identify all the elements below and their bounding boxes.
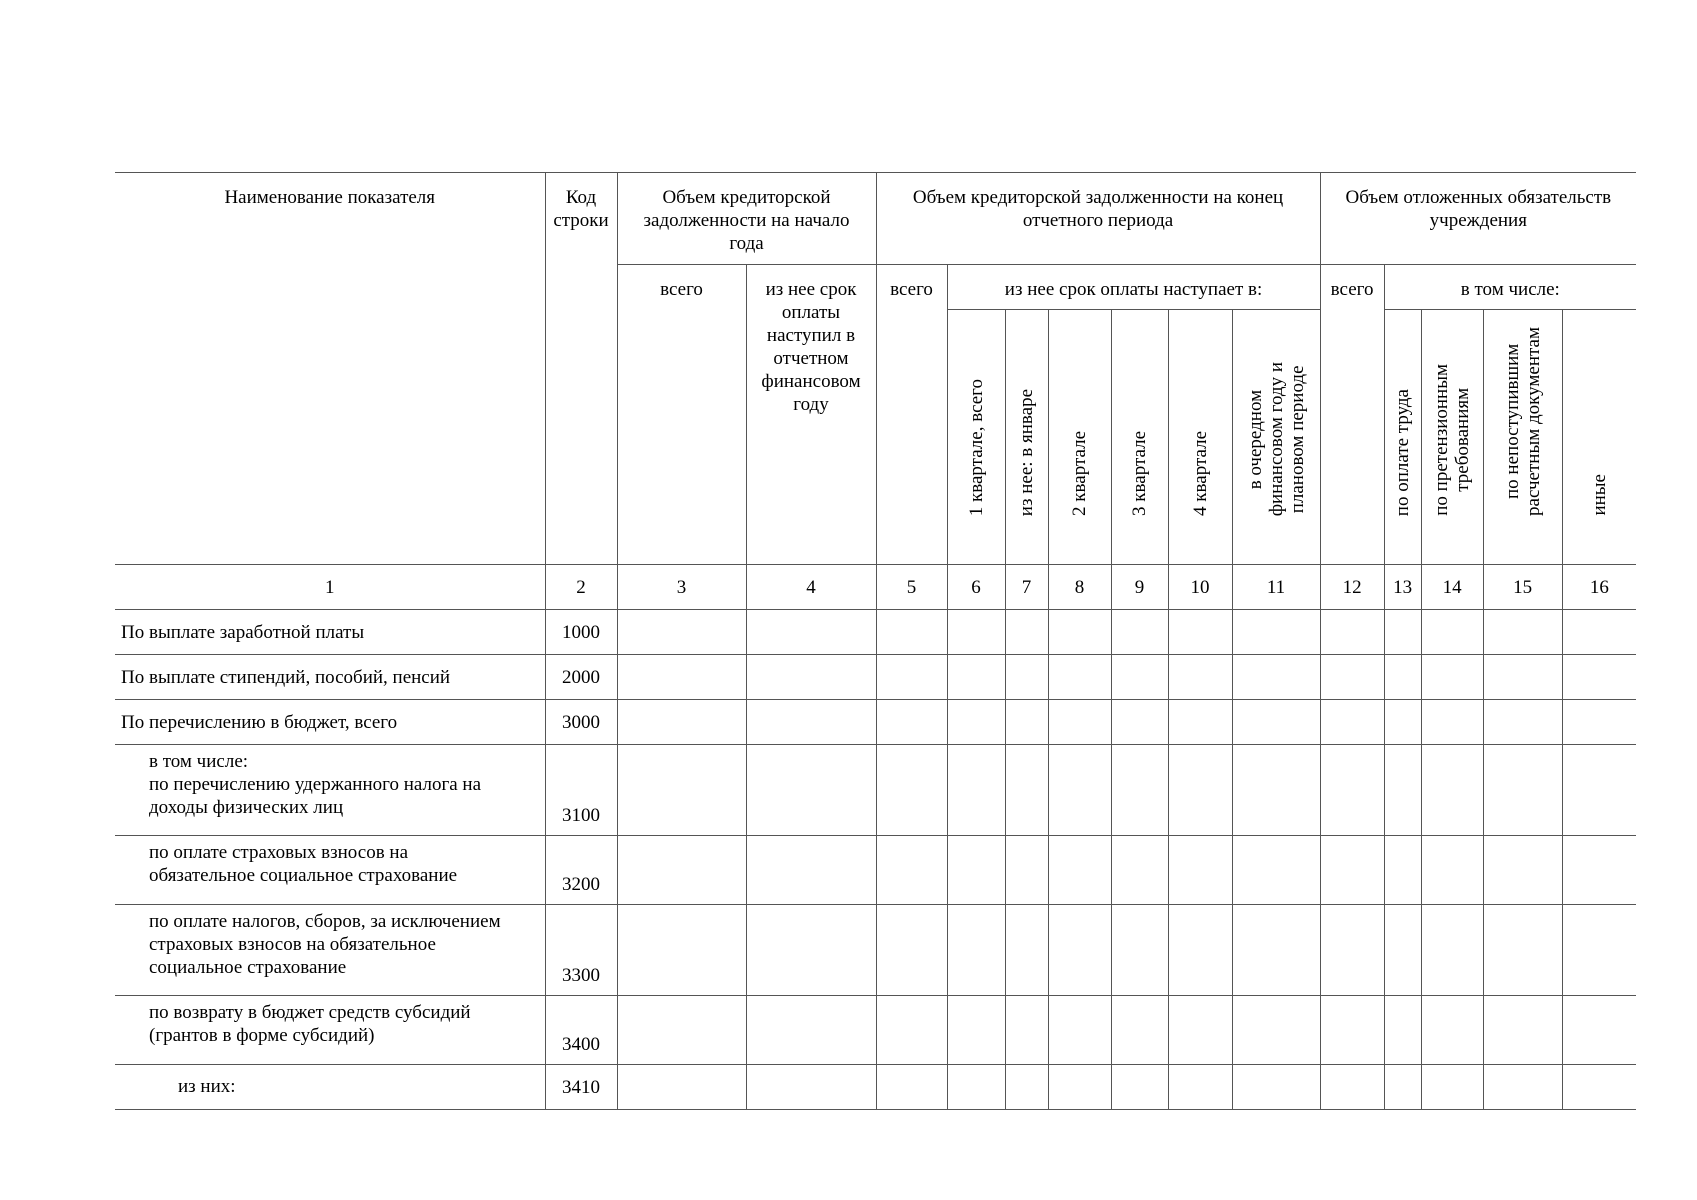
header-end-volume: Объем кредиторской задолженности на конец отчетного периода	[876, 173, 1320, 265]
value-cell[interactable]	[947, 836, 1005, 905]
value-cell[interactable]	[1421, 745, 1483, 836]
value-cell[interactable]	[947, 655, 1005, 700]
column-number: 13	[1384, 565, 1421, 610]
column-number: 3	[617, 565, 746, 610]
value-cell[interactable]	[1168, 1065, 1232, 1110]
header-docs: по непоступившим расчетным документам	[1483, 310, 1562, 565]
table-row	[115, 905, 1636, 996]
value-cell[interactable]	[617, 745, 746, 836]
row-code: 3410	[545, 1065, 617, 1110]
report-table	[115, 172, 1636, 1110]
row-name	[115, 836, 545, 905]
row-code: 2000	[545, 655, 617, 700]
row-code: 3300	[545, 905, 617, 996]
header-claims: по претензионным требованиям	[1421, 310, 1483, 565]
header-next-year: в очередном финансовом году и плановом периоде	[1232, 310, 1320, 565]
value-cell[interactable]	[1168, 700, 1232, 745]
row-name	[115, 1065, 545, 1110]
row-name	[115, 905, 545, 996]
header-total-deferred: всего	[1320, 265, 1384, 565]
row-name-line: социальное страхование	[149, 957, 347, 978]
table-row	[115, 745, 1636, 836]
value-cell[interactable]	[1384, 610, 1421, 655]
row-name-line: обязательное социальное страхование	[149, 865, 458, 886]
value-cell[interactable]	[1384, 745, 1421, 836]
value-cell[interactable]	[876, 836, 947, 905]
value-cell[interactable]	[1320, 836, 1384, 905]
value-cell[interactable]	[1562, 905, 1636, 996]
value-cell[interactable]	[876, 655, 947, 700]
value-cell[interactable]	[746, 996, 876, 1065]
value-cell[interactable]	[947, 905, 1005, 996]
value-cell[interactable]	[1483, 1065, 1562, 1110]
value-cell[interactable]	[617, 905, 746, 996]
value-cell[interactable]	[1005, 836, 1048, 905]
value-cell[interactable]	[746, 610, 876, 655]
column-number: 8	[1048, 565, 1111, 610]
value-cell[interactable]	[1562, 996, 1636, 1065]
header-deferred: Объем отложенных обязательств учреждения	[1320, 173, 1636, 265]
value-cell[interactable]	[1005, 905, 1048, 996]
row-code: 3400	[545, 996, 617, 1065]
row-name	[115, 745, 545, 836]
value-cell[interactable]	[1111, 836, 1168, 905]
column-number: 2	[545, 565, 617, 610]
table-row	[115, 996, 1636, 1065]
value-cell[interactable]	[617, 655, 746, 700]
value-cell[interactable]	[1168, 905, 1232, 996]
value-cell[interactable]	[1320, 996, 1384, 1065]
value-cell[interactable]	[1421, 700, 1483, 745]
column-number: 14	[1421, 565, 1483, 610]
value-cell[interactable]	[1048, 655, 1111, 700]
header-code: Код строки	[545, 173, 617, 565]
value-cell[interactable]	[1005, 745, 1048, 836]
value-cell[interactable]	[1232, 1065, 1320, 1110]
value-cell[interactable]	[1562, 745, 1636, 836]
value-cell[interactable]	[1111, 700, 1168, 745]
value-cell[interactable]	[1320, 655, 1384, 700]
table-row	[115, 836, 1636, 905]
value-cell[interactable]	[1483, 700, 1562, 745]
column-number: 7	[1005, 565, 1048, 610]
value-cell[interactable]	[876, 996, 947, 1065]
value-cell[interactable]	[876, 700, 947, 745]
value-cell[interactable]	[1005, 700, 1048, 745]
value-cell[interactable]	[1421, 610, 1483, 655]
value-cell[interactable]	[617, 610, 746, 655]
row-name-line: в том числе:	[149, 751, 249, 772]
value-cell[interactable]	[746, 836, 876, 905]
value-cell[interactable]	[947, 610, 1005, 655]
value-cell[interactable]	[876, 610, 947, 655]
value-cell[interactable]	[876, 905, 947, 996]
header-january: из нее: в январе	[1005, 310, 1048, 565]
value-cell[interactable]	[1232, 996, 1320, 1065]
column-number: 10	[1168, 565, 1232, 610]
value-cell[interactable]	[1320, 700, 1384, 745]
value-cell[interactable]	[1168, 610, 1232, 655]
value-cell[interactable]	[1168, 836, 1232, 905]
column-number: 1	[115, 565, 545, 610]
value-cell[interactable]	[1562, 836, 1636, 905]
row-name-line: страховых взносов на обязательное	[149, 934, 436, 955]
value-cell[interactable]	[1048, 1065, 1111, 1110]
value-cell[interactable]	[1384, 700, 1421, 745]
value-cell[interactable]	[617, 700, 746, 745]
value-cell[interactable]	[746, 700, 876, 745]
value-cell[interactable]	[1562, 1065, 1636, 1110]
value-cell[interactable]	[1232, 745, 1320, 836]
value-cell[interactable]	[1421, 996, 1483, 1065]
value-cell[interactable]	[1048, 610, 1111, 655]
value-cell[interactable]	[1421, 836, 1483, 905]
column-number: 12	[1320, 565, 1384, 610]
row-name-line: По выплате стипендий, пособий, пенсий	[121, 666, 451, 688]
value-cell[interactable]	[1483, 836, 1562, 905]
value-cell[interactable]	[1320, 905, 1384, 996]
header-q4: 4 квартале	[1168, 310, 1232, 565]
row-name	[115, 996, 545, 1065]
value-cell[interactable]	[1005, 655, 1048, 700]
header-q2: 2 квартале	[1048, 310, 1111, 565]
value-cell[interactable]	[1483, 745, 1562, 836]
value-cell[interactable]	[1421, 1065, 1483, 1110]
header-name: Наименование показателя	[115, 173, 545, 565]
column-number: 4	[746, 565, 876, 610]
value-cell[interactable]	[1384, 996, 1421, 1065]
value-cell[interactable]	[1048, 700, 1111, 745]
value-cell[interactable]	[947, 996, 1005, 1065]
value-cell[interactable]	[947, 1065, 1005, 1110]
header-including: в том числе:	[1384, 265, 1636, 310]
value-cell[interactable]	[1111, 745, 1168, 836]
value-cell[interactable]	[1232, 836, 1320, 905]
row-name-line: доходы физических лиц	[149, 797, 344, 818]
header-start-volume: Объем кредиторской задолженности на начало года	[617, 173, 876, 265]
value-cell[interactable]	[1232, 905, 1320, 996]
column-number: 6	[947, 565, 1005, 610]
value-cell[interactable]	[1483, 905, 1562, 996]
value-cell[interactable]	[876, 1065, 947, 1110]
row-name-line: из них:	[178, 1076, 236, 1097]
value-cell[interactable]	[1048, 745, 1111, 836]
value-cell[interactable]	[947, 700, 1005, 745]
row-code: 3100	[545, 745, 617, 836]
row-name-line: по оплате налогов, сборов, за исключением	[149, 911, 501, 932]
value-cell[interactable]	[617, 836, 746, 905]
value-cell[interactable]	[1483, 610, 1562, 655]
header-due-in: из нее срок оплаты наступает в:	[947, 265, 1320, 310]
value-cell[interactable]	[1111, 996, 1168, 1065]
table-row	[115, 655, 1636, 700]
value-cell[interactable]	[1232, 610, 1320, 655]
row-name	[115, 700, 545, 745]
value-cell[interactable]	[617, 996, 746, 1065]
table-row	[115, 1065, 1636, 1110]
value-cell[interactable]	[1483, 996, 1562, 1065]
value-cell[interactable]	[1384, 836, 1421, 905]
value-cell[interactable]	[876, 745, 947, 836]
header-overdue: из нее срок оплаты наступил в отчетном финансовом году	[746, 265, 876, 565]
row-code: 1000	[545, 610, 617, 655]
column-number: 16	[1562, 565, 1636, 610]
row-name-line: (грантов в форме субсидий)	[149, 1025, 375, 1046]
value-cell[interactable]	[1562, 655, 1636, 700]
value-cell[interactable]	[947, 745, 1005, 836]
value-cell[interactable]	[746, 905, 876, 996]
column-number: 11	[1232, 565, 1320, 610]
value-cell[interactable]	[1562, 700, 1636, 745]
value-cell[interactable]	[1168, 996, 1232, 1065]
row-code: 3000	[545, 700, 617, 745]
value-cell[interactable]	[1562, 610, 1636, 655]
value-cell[interactable]	[1111, 905, 1168, 996]
value-cell[interactable]	[1005, 996, 1048, 1065]
column-number: 9	[1111, 565, 1168, 610]
value-cell[interactable]	[1111, 610, 1168, 655]
row-name-line: по оплате страховых взносов на	[149, 842, 409, 863]
value-cell[interactable]	[1320, 610, 1384, 655]
value-cell[interactable]	[1384, 905, 1421, 996]
row-name-line: По перечислению в бюджет, всего	[121, 711, 398, 733]
header-labor: по оплате труда	[1384, 310, 1421, 565]
row-name	[115, 655, 545, 700]
value-cell[interactable]	[1320, 1065, 1384, 1110]
value-cell[interactable]	[1384, 1065, 1421, 1110]
value-cell[interactable]	[1048, 905, 1111, 996]
row-name	[115, 610, 545, 655]
table-row	[115, 700, 1636, 745]
value-cell[interactable]	[1005, 610, 1048, 655]
value-cell[interactable]	[1111, 655, 1168, 700]
value-cell[interactable]	[746, 655, 876, 700]
value-cell[interactable]	[1048, 836, 1111, 905]
value-cell[interactable]	[1421, 655, 1483, 700]
column-number: 5	[876, 565, 947, 610]
value-cell[interactable]	[617, 1065, 746, 1110]
header-total-start: всего	[617, 265, 746, 565]
header-other: иные	[1562, 310, 1636, 565]
value-cell[interactable]	[746, 745, 876, 836]
header-q3: 3 квартале	[1111, 310, 1168, 565]
value-cell[interactable]	[1005, 1065, 1048, 1110]
row-code: 3200	[545, 836, 617, 905]
value-cell[interactable]	[1232, 655, 1320, 700]
column-numbers-row	[115, 565, 1636, 610]
row-name-line: по возврату в бюджет средств субсидий	[149, 1002, 471, 1023]
row-name-line: По выплате заработной платы	[121, 621, 365, 643]
row-name-line: по перечислению удержанного налога на	[149, 774, 482, 795]
value-cell[interactable]	[1384, 655, 1421, 700]
value-cell[interactable]	[1483, 655, 1562, 700]
header-q1-total: 1 квартале, всего	[947, 310, 1005, 565]
value-cell[interactable]	[1232, 700, 1320, 745]
value-cell[interactable]	[1111, 1065, 1168, 1110]
value-cell[interactable]	[1048, 996, 1111, 1065]
value-cell[interactable]	[1168, 655, 1232, 700]
header-total-end: всего	[876, 265, 947, 565]
value-cell[interactable]	[1421, 905, 1483, 996]
value-cell[interactable]	[1320, 745, 1384, 836]
table-row	[115, 610, 1636, 655]
column-number: 15	[1483, 565, 1562, 610]
value-cell[interactable]	[1168, 745, 1232, 836]
value-cell[interactable]	[746, 1065, 876, 1110]
